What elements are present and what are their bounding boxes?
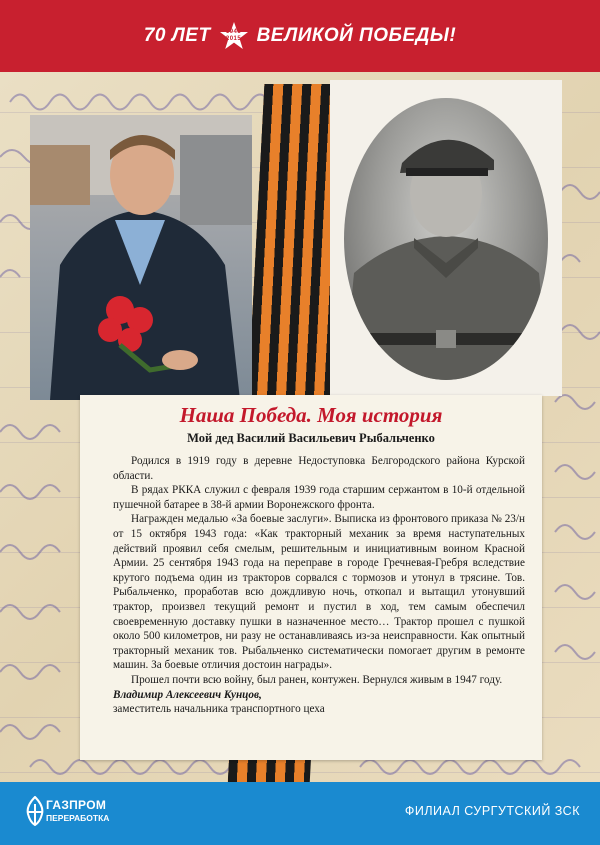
logo-subtitle: ПЕРЕРАБОТКА (46, 813, 110, 823)
banner-left-text: 70 ЛЕТ (143, 25, 211, 46)
banner-right-text: ВЕЛИКОЙ ПОБЕДЫ! (256, 25, 457, 46)
gazprom-logo (22, 792, 142, 836)
gazprom-flame-icon (22, 796, 48, 826)
branch-name: ФИЛИАЛ СУРГУТСКИЙ ЗСК (404, 804, 580, 818)
photo-grandfather (330, 80, 562, 396)
article-body (113, 454, 525, 717)
article-paragraph: Родился в 1919 году в деревне Недоступовка Белгородского района Курской области. (113, 455, 525, 482)
author-position: заместитель начальника транспортного цеха (113, 703, 325, 716)
article-paragraph: В рядах РККА служил с февраля 1939 года старшим сержантом в 10-й отдельной пушечной батарее в 38-й армии Воронежского фронта. (113, 484, 525, 511)
logo-name: ГАЗПРОМ (46, 798, 107, 812)
article-paragraph: Прошел почти всю войну, был ранен, контужен. Вернулся живым в 1947 году. (131, 673, 503, 686)
footer-bar (0, 782, 600, 845)
red-star-icon (219, 21, 249, 51)
photo-grandson (30, 115, 252, 400)
author-name: Владимир Алексеевич Кунцов, (113, 688, 262, 701)
article-subtitle: Мой дед Василий Васильевич Рыбальченко (187, 431, 435, 445)
star-years: 1945 2015 (225, 29, 242, 42)
top-banner (0, 0, 600, 72)
article-paragraph: Награжден медалью «За боевые заслуги». Выписка из фронтового приказа № 23/н от 15 октября 1943 года: «Как тракторный механик за время наступательных действий проявил себя смелым, решительным и инициативным воином Красной Армии. 25 сентября 1943 года на переправе в городе Гречневая-Гребря вследствие крутого подъема один из тракторов сорвался с тормозов и утонул в трясине. Тов. Рыбальченко, проработав всю дождливую ночь, откопал и вытащил утонувший трактор, произвел текущий ремонт и пустил в ход, тем самым обеспечил своевременную доставку пушки в назначенное место… Трактор прошел с пушкой около 500 километров, ни разу не останавливаясь из-за неисправности. Как опытный тракторный механик тов. Рыбальченко систематически помогает другим в ремонте машин. За боевые отличия достоин награды». (113, 513, 525, 672)
article-headline: Наша Победа. Моя история (179, 403, 443, 427)
photo-oval-frame (344, 98, 548, 380)
article-panel (80, 395, 542, 760)
